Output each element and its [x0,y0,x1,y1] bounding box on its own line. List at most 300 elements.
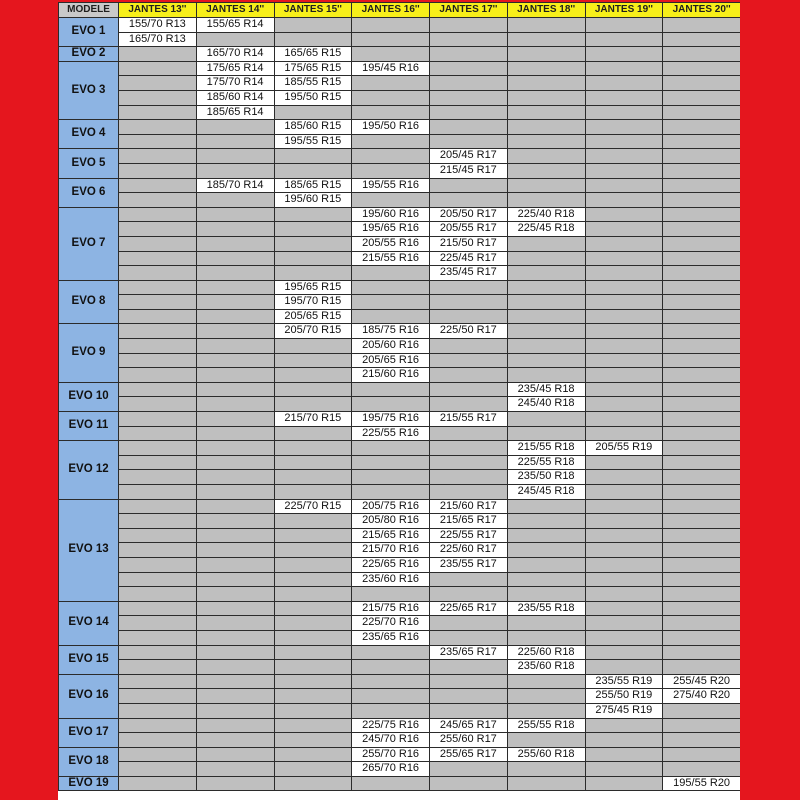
empty-cell [430,61,508,76]
empty-cell [196,324,274,339]
empty-cell [274,630,352,645]
empty-cell [119,222,197,237]
empty-cell [196,572,274,587]
empty-cell [119,353,197,368]
empty-cell [585,485,663,500]
empty-cell [430,76,508,91]
tire-size-cell: 235/65 R16 [352,630,430,645]
tire-size-cell: 235/45 R18 [507,382,585,397]
empty-cell [507,163,585,178]
empty-cell [585,630,663,645]
empty-cell [507,236,585,251]
empty-cell [430,762,508,777]
empty-cell [507,499,585,514]
empty-cell [196,397,274,412]
empty-cell [663,412,740,427]
empty-cell [663,149,740,164]
empty-cell [507,630,585,645]
empty-cell [663,645,740,660]
table-row [59,90,741,105]
empty-cell [274,616,352,631]
tire-size-cell: 245/40 R18 [507,397,585,412]
empty-cell [119,295,197,310]
empty-cell [119,733,197,748]
empty-cell [663,193,740,208]
model-name-cell: EVO 7 [59,207,119,280]
tire-size-cell: 205/55 R19 [585,441,663,456]
empty-cell [430,674,508,689]
tire-size-cell: 255/45 R20 [663,674,740,689]
empty-cell [507,266,585,281]
tire-size-cell: 255/65 R17 [430,747,508,762]
table-row [59,32,741,47]
empty-cell [663,514,740,529]
tire-size-cell: 165/70 R13 [119,32,197,47]
empty-cell [585,382,663,397]
empty-cell [585,76,663,91]
empty-cell [663,601,740,616]
empty-cell [585,499,663,514]
tire-size-cell: 195/50 R15 [274,90,352,105]
empty-cell [507,543,585,558]
tire-size-cell: 235/45 R17 [430,266,508,281]
tire-size-cell: 205/80 R16 [352,514,430,529]
empty-cell [196,266,274,281]
empty-cell [663,236,740,251]
table-row [59,514,741,529]
empty-cell [507,616,585,631]
empty-cell [119,324,197,339]
empty-cell [352,674,430,689]
empty-cell [585,426,663,441]
empty-cell [119,557,197,572]
empty-cell [585,587,663,602]
tire-size-cell: 235/60 R16 [352,572,430,587]
empty-cell [274,397,352,412]
tire-size-cell: 195/60 R16 [352,207,430,222]
empty-cell [196,470,274,485]
tire-size-cell: 225/45 R17 [430,251,508,266]
empty-cell [274,645,352,660]
empty-cell [507,412,585,427]
empty-cell [585,266,663,281]
empty-cell [274,222,352,237]
table-row [59,105,741,120]
tire-size-cell: 225/55 R16 [352,426,430,441]
table-row [59,324,741,339]
empty-cell [352,397,430,412]
empty-cell [119,776,197,791]
tire-size-cell: 275/45 R19 [585,703,663,718]
table-row [59,747,741,762]
empty-cell [119,266,197,281]
empty-cell [663,353,740,368]
empty-cell [663,266,740,281]
empty-cell [663,455,740,470]
empty-cell [507,120,585,135]
model-name-cell: EVO 13 [59,499,119,601]
empty-cell [507,587,585,602]
empty-cell [663,163,740,178]
rim-19-header: JANTES 19'' [585,3,663,18]
empty-cell [430,339,508,354]
empty-cell [196,32,274,47]
model-name-cell: EVO 19 [59,776,119,791]
tire-size-cell: 215/55 R18 [507,441,585,456]
empty-cell [663,382,740,397]
empty-cell [585,178,663,193]
empty-cell [119,178,197,193]
table-row [59,485,741,500]
empty-cell [274,776,352,791]
tire-size-cell: 255/60 R18 [507,747,585,762]
empty-cell [274,733,352,748]
tire-size-cell: 205/75 R16 [352,499,430,514]
rim-13-header: JANTES 13'' [119,3,197,18]
empty-cell [507,368,585,383]
empty-cell [274,674,352,689]
empty-cell [119,630,197,645]
empty-cell [585,660,663,675]
table-row [59,718,741,733]
empty-cell [507,18,585,33]
empty-cell [430,630,508,645]
empty-cell [663,47,740,62]
empty-cell [352,470,430,485]
empty-cell [585,251,663,266]
empty-cell [507,295,585,310]
table-row [59,207,741,222]
tire-size-cell: 205/65 R15 [274,309,352,324]
empty-cell [430,470,508,485]
empty-cell [430,32,508,47]
tire-size-cell: 165/65 R15 [274,47,352,62]
empty-cell [507,47,585,62]
empty-cell [352,149,430,164]
empty-cell [119,601,197,616]
tire-size-cell: 175/65 R14 [196,61,274,76]
empty-cell [352,645,430,660]
empty-cell [585,616,663,631]
empty-cell [119,412,197,427]
table-row [59,455,741,470]
tire-size-cell: 255/70 R16 [352,747,430,762]
empty-cell [352,295,430,310]
empty-cell [507,61,585,76]
empty-cell [507,251,585,266]
empty-cell [196,426,274,441]
empty-cell [196,309,274,324]
empty-cell [274,441,352,456]
empty-cell [196,193,274,208]
empty-cell [196,353,274,368]
tire-size-table [58,2,740,791]
empty-cell [274,703,352,718]
tire-size-cell: 215/45 R17 [430,163,508,178]
empty-cell [196,280,274,295]
rim-15-header: JANTES 15'' [274,3,352,18]
tire-size-cell: 195/50 R16 [352,120,430,135]
empty-cell [196,674,274,689]
tire-size-cell: 235/50 R18 [507,470,585,485]
empty-cell [585,193,663,208]
empty-cell [507,353,585,368]
empty-cell [196,339,274,354]
empty-cell [585,47,663,62]
table-row [59,309,741,324]
empty-cell [585,572,663,587]
empty-cell [430,441,508,456]
empty-cell [507,324,585,339]
empty-cell [663,76,740,91]
empty-cell [585,18,663,33]
empty-cell [585,455,663,470]
empty-cell [196,134,274,149]
tire-size-cell: 205/65 R16 [352,353,430,368]
empty-cell [663,134,740,149]
empty-cell [119,528,197,543]
model-name-cell: EVO 9 [59,324,119,382]
empty-cell [430,426,508,441]
empty-cell [430,660,508,675]
table-row [59,236,741,251]
rim-20-header: JANTES 20'' [663,3,740,18]
table-row [59,601,741,616]
tire-size-cell: 215/65 R17 [430,514,508,529]
table-row [59,776,741,791]
table-row [59,193,741,208]
tire-size-cell: 205/70 R15 [274,324,352,339]
tire-size-cell: 185/65 R15 [274,178,352,193]
tire-size-cell: 185/60 R14 [196,90,274,105]
empty-cell [274,382,352,397]
empty-cell [119,674,197,689]
model-name-cell: EVO 12 [59,441,119,499]
table-row [59,47,741,62]
empty-cell [430,120,508,135]
empty-cell [352,441,430,456]
empty-cell [119,543,197,558]
model-name-cell: EVO 14 [59,601,119,645]
empty-cell [274,266,352,281]
tire-size-cell: 225/55 R18 [507,455,585,470]
empty-cell [119,163,197,178]
tire-size-cell: 195/60 R15 [274,193,352,208]
empty-cell [585,470,663,485]
model-name-cell: EVO 16 [59,674,119,718]
model-name-cell: EVO 6 [59,178,119,207]
empty-cell [119,616,197,631]
empty-cell [274,470,352,485]
empty-cell [507,762,585,777]
tire-size-cell: 225/75 R16 [352,718,430,733]
empty-cell [274,236,352,251]
empty-cell [196,236,274,251]
empty-cell [430,616,508,631]
empty-cell [663,718,740,733]
table-row [59,630,741,645]
empty-cell [352,587,430,602]
table-row [59,587,741,602]
empty-cell [663,368,740,383]
empty-cell [507,557,585,572]
empty-cell [274,163,352,178]
empty-cell [663,61,740,76]
empty-cell [352,309,430,324]
empty-cell [196,689,274,704]
empty-cell [119,689,197,704]
empty-cell [663,703,740,718]
empty-cell [663,485,740,500]
table-row [59,426,741,441]
empty-cell [196,733,274,748]
empty-cell [430,572,508,587]
table-row [59,222,741,237]
empty-cell [430,485,508,500]
empty-cell [119,426,197,441]
tire-size-cell: 205/60 R16 [352,339,430,354]
empty-cell [663,207,740,222]
empty-cell [507,339,585,354]
table-row [59,76,741,91]
table-row [59,470,741,485]
empty-cell [352,76,430,91]
empty-cell [119,134,197,149]
empty-cell [196,630,274,645]
empty-cell [119,61,197,76]
empty-cell [430,382,508,397]
tire-size-cell: 195/55 R16 [352,178,430,193]
empty-cell [507,309,585,324]
table-body [59,18,741,791]
empty-cell [274,718,352,733]
empty-cell [274,105,352,120]
tire-size-cell: 215/55 R17 [430,412,508,427]
empty-cell [352,776,430,791]
table-row [59,412,741,427]
tire-size-cell: 195/45 R16 [352,61,430,76]
tire-size-cell: 215/65 R16 [352,528,430,543]
table-row [59,339,741,354]
empty-cell [119,499,197,514]
empty-cell [119,76,197,91]
empty-cell [119,455,197,470]
empty-cell [196,455,274,470]
empty-cell [507,280,585,295]
tire-size-cell: 235/60 R18 [507,660,585,675]
tire-size-cell: 205/45 R17 [430,149,508,164]
empty-cell [663,557,740,572]
empty-cell [274,528,352,543]
table-row [59,543,741,558]
tire-size-cell: 235/55 R19 [585,674,663,689]
tire-size-cell: 185/65 R14 [196,105,274,120]
empty-cell [585,149,663,164]
empty-cell [119,105,197,120]
empty-cell [507,572,585,587]
tire-size-cell: 215/60 R17 [430,499,508,514]
empty-cell [274,557,352,572]
empty-cell [196,499,274,514]
empty-cell [585,543,663,558]
empty-cell [585,324,663,339]
empty-cell [196,163,274,178]
empty-cell [352,18,430,33]
empty-cell [274,251,352,266]
rim-17-header: JANTES 17'' [430,3,508,18]
tire-size-cell: 195/75 R16 [352,412,430,427]
empty-cell [507,193,585,208]
empty-cell [507,528,585,543]
tire-size-cell: 275/40 R20 [663,689,740,704]
empty-cell [585,776,663,791]
empty-cell [430,368,508,383]
empty-cell [663,324,740,339]
empty-cell [274,368,352,383]
empty-cell [352,47,430,62]
tire-size-cell: 205/50 R17 [430,207,508,222]
empty-cell [352,90,430,105]
empty-cell [663,747,740,762]
empty-cell [430,295,508,310]
rim-18-header: JANTES 18'' [507,3,585,18]
table-row [59,572,741,587]
empty-cell [119,441,197,456]
empty-cell [352,485,430,500]
empty-cell [119,718,197,733]
table-row [59,689,741,704]
table-row [59,295,741,310]
empty-cell [430,703,508,718]
empty-cell [663,762,740,777]
empty-cell [196,207,274,222]
empty-cell [663,733,740,748]
model-column-header: MODELE [59,3,119,18]
empty-cell [196,295,274,310]
empty-cell [585,295,663,310]
empty-cell [663,222,740,237]
tire-size-cell: 195/65 R16 [352,222,430,237]
empty-cell [507,703,585,718]
tire-size-cell: 215/75 R16 [352,601,430,616]
empty-cell [507,776,585,791]
empty-cell [274,514,352,529]
table-row [59,645,741,660]
model-name-cell: EVO 10 [59,382,119,411]
tire-size-cell: 205/55 R17 [430,222,508,237]
empty-cell [663,543,740,558]
empty-cell [274,601,352,616]
tire-size-cell: 185/55 R15 [274,76,352,91]
empty-cell [585,120,663,135]
empty-cell [119,309,197,324]
empty-cell [274,18,352,33]
tire-size-cell: 225/70 R16 [352,616,430,631]
empty-cell [196,251,274,266]
empty-cell [507,76,585,91]
empty-cell [119,90,197,105]
table-row [59,616,741,631]
empty-cell [430,193,508,208]
tire-size-cell: 185/70 R14 [196,178,274,193]
empty-cell [196,747,274,762]
tire-size-cell: 265/70 R16 [352,762,430,777]
empty-cell [274,149,352,164]
empty-cell [196,616,274,631]
empty-cell [196,514,274,529]
empty-cell [663,630,740,645]
empty-cell [663,120,740,135]
